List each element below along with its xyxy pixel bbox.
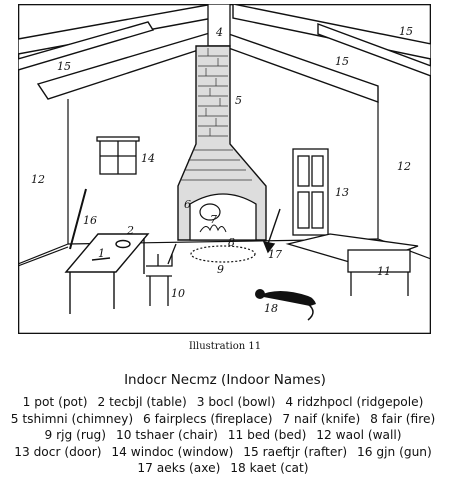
callout-13: 13 xyxy=(335,186,349,199)
callout-6: 6 xyxy=(184,198,191,211)
legend-line xyxy=(8,394,444,411)
legend-item: 8 fair (fire) xyxy=(370,411,436,426)
legend-item: 6 fairplecs (fireplace) xyxy=(143,411,273,426)
legend-item: 1 pot (pot) xyxy=(22,395,88,409)
callout-8: 8 xyxy=(228,236,235,249)
legend-item: 13 docr (door) xyxy=(14,444,102,459)
legend-item: 16 gjn (gun) xyxy=(356,444,432,459)
legend-item: 4 ridzhpocl (ridgepole) xyxy=(285,395,424,409)
callout-7: 7 xyxy=(210,213,217,226)
legend-item: 17 aeks (axe) xyxy=(137,461,221,476)
door xyxy=(293,149,328,235)
room-illustration xyxy=(18,4,431,334)
legend-item: 3 bocl (bowl) xyxy=(196,395,276,409)
legend-item: 9 rjg (rug) xyxy=(44,428,107,443)
callout-10: 10 xyxy=(171,287,185,300)
legend-line xyxy=(8,460,444,477)
window xyxy=(97,137,139,174)
callout-4: 4 xyxy=(216,26,223,39)
legend-line xyxy=(8,411,444,428)
legend-item: 11 bed (bed) xyxy=(227,428,307,443)
callout-2: 2 xyxy=(127,224,134,237)
callout-5: 5 xyxy=(235,94,242,107)
callout-1: 1 xyxy=(98,247,105,260)
legend-item: 2 tecbjl (table) xyxy=(97,395,187,409)
callout-15-right: 15 xyxy=(399,25,413,38)
legend-title: Indocr Necmz (Indoor Names) xyxy=(124,372,326,388)
callout-18: 18 xyxy=(264,302,278,315)
callout-11: 11 xyxy=(377,265,391,278)
callout-12-left: 12 xyxy=(31,173,45,186)
ridgepole xyxy=(208,4,230,46)
legend-line xyxy=(8,444,444,461)
legend xyxy=(8,394,444,477)
legend-item: 7 naif (knife) xyxy=(282,411,361,426)
callout-15-left: 15 xyxy=(57,60,71,73)
legend-item: 10 tshaer (chair) xyxy=(115,428,218,443)
legend-item: 12 waol (wall) xyxy=(316,428,402,443)
callout-16: 16 xyxy=(83,214,97,227)
callout-12-right: 12 xyxy=(397,160,411,173)
callout-9: 9 xyxy=(217,263,224,276)
legend-item: 18 kaet (cat) xyxy=(230,461,309,476)
callout-17: 17 xyxy=(268,248,282,261)
callout-15-mid: 15 xyxy=(335,55,349,68)
callout-14: 14 xyxy=(141,152,155,165)
rug xyxy=(191,246,255,262)
legend-item: 14 windoc (window) xyxy=(111,444,234,459)
illustration-caption: Illustration 11 xyxy=(188,341,262,352)
legend-item: 15 raeftjr (rafter) xyxy=(243,444,348,459)
legend-item: 5 tshimni (chimney) xyxy=(10,411,134,426)
legend-line xyxy=(8,427,444,444)
